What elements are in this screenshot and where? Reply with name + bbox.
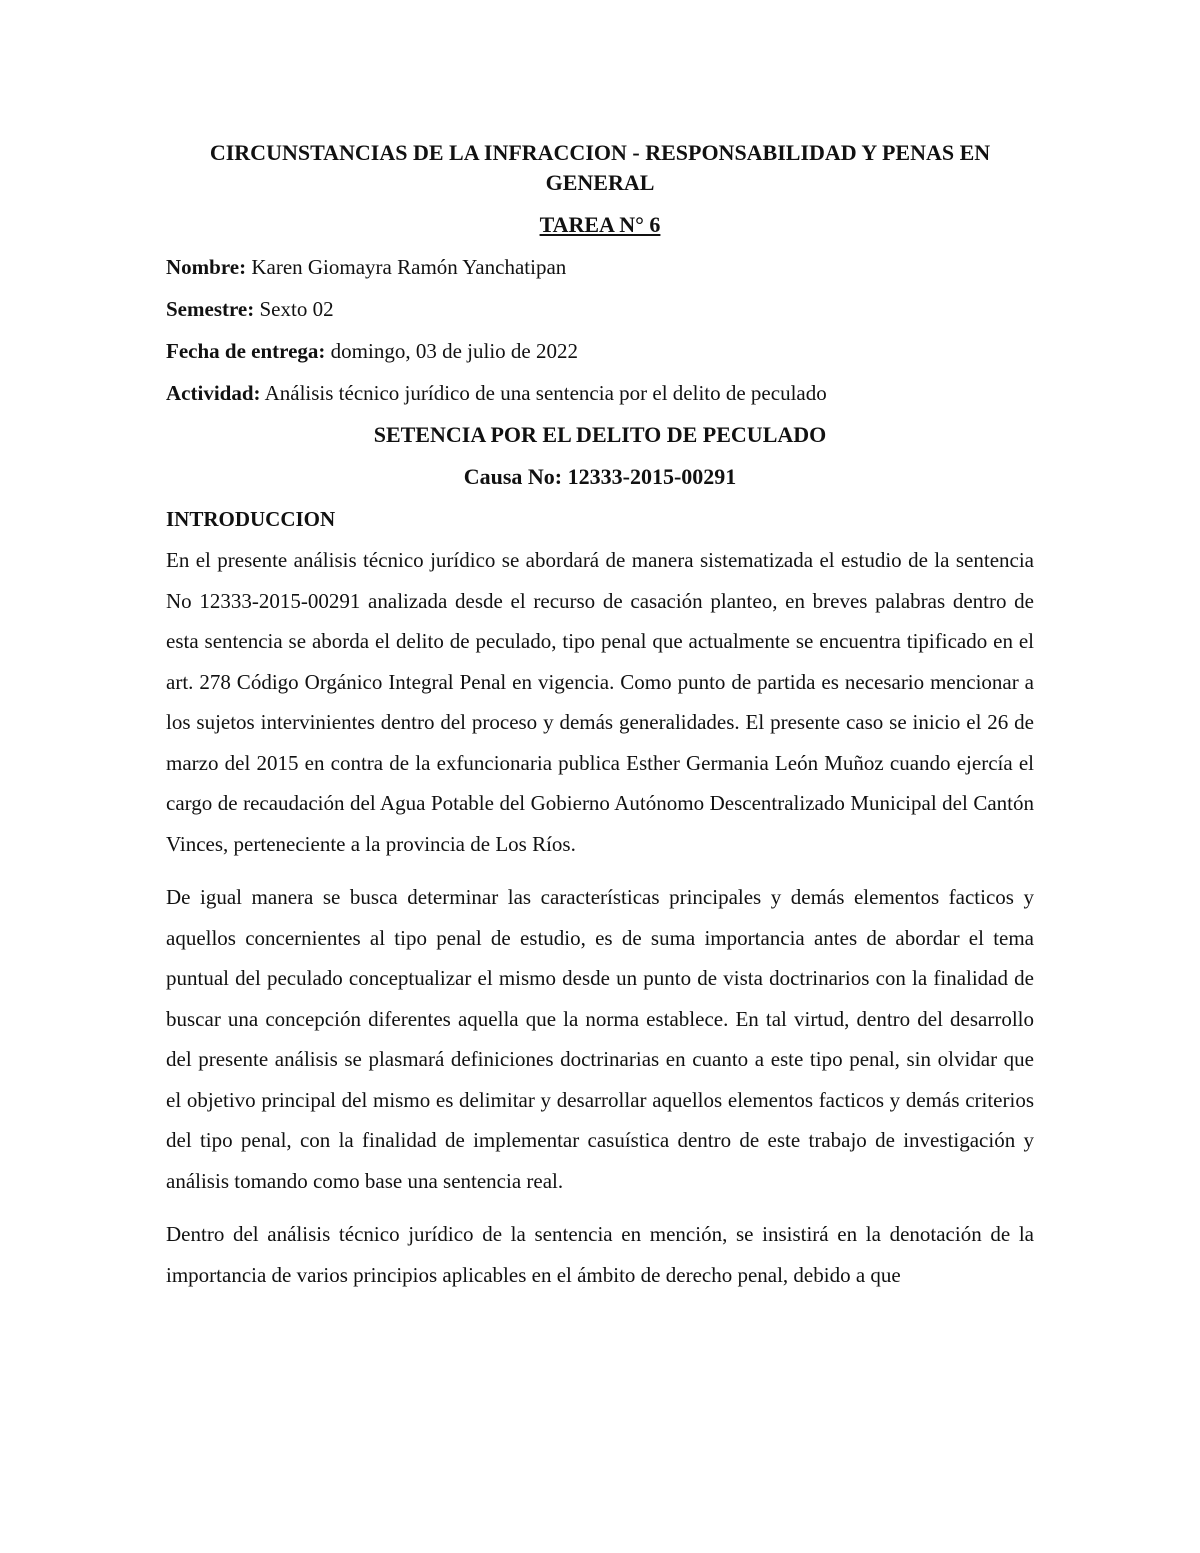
- field-actividad: [166, 378, 1034, 408]
- case-number: Causa No: 12333-2015-00291: [463, 464, 737, 489]
- field-value: Sexto 02: [259, 297, 334, 321]
- field-label: Semestre:: [166, 297, 255, 321]
- field-label: Fecha de entrega:: [166, 339, 326, 363]
- field-value: domingo, 03 de julio de 2022: [330, 339, 578, 363]
- document-title: CIRCUNSTANCIAS DE LA INFRACCION - RESPONSABILIDAD Y PENAS EN GENERAL: [209, 140, 991, 195]
- field-value: Análisis técnico jurídico de una sentencia por el delito de peculado: [264, 381, 827, 405]
- paragraph: En el presente análisis técnico jurídico se abordará de manera sistematizada el estudio de la sentencia No 12333-2015-00291 analizada desde el recurso de casación planteo, en breves palabras dentro de esta sentencia se aborda el delito de peculado, tipo penal que actualmente se encuentra tipificado en el art. 278 Código Orgánico Integral Penal en vigencia. Como punto de partida es necesario mencionar a los sujetos intervinientes dentro del proceso y demás generalidades. El presente caso se inicio el 26 de marzo del 2015 en contra de la exfuncionaria publica Esther Germania León Muñoz cuando ejercía el cargo de recaudación del Agua Potable del Gobierno Autónomo Descentralizado Municipal del Cantón Vinces, perteneciente a la provincia de Los Ríos.: [166, 548, 1034, 856]
- field-label: Actividad:: [166, 381, 261, 405]
- paragraph: De igual manera se busca determinar las características principales y demás elementos facticos y aquellos concernientes al tipo penal de estudio, es de suma importancia antes de abordar el tema puntual del peculado conceptualizar el mismo desde un punto de vista doctrinarios con la finalidad de buscar una concepción diferentes aquella que la norma establece. En tal virtud, dentro del desarrollo del presente análisis se plasmará definiciones doctrinarias en cuanto a este tipo penal, sin olvidar que el objetivo principal del mismo es delimitar y desarrollar aquellos elementos facticos y demás criterios del tipo penal, con la finalidad de implementar casuística dentro de este trabajo de investigación y análisis tomando como base una sentencia real.: [166, 885, 1034, 1193]
- field-nombre: [166, 252, 1034, 282]
- paragraph: Dentro del análisis técnico jurídico de la sentencia en mención, se insistirá en la denotación de la importancia de varios principios aplicables en el ámbito de derecho penal, debido a que: [166, 1222, 1034, 1287]
- field-semestre: [166, 294, 1034, 324]
- sentencia-title: SETENCIA POR EL DELITO DE PECULADO: [373, 422, 827, 447]
- task-number: TAREA N° 6: [539, 212, 661, 237]
- field-value: Karen Giomayra Ramón Yanchatipan: [251, 255, 567, 279]
- field-label: Nombre:: [166, 255, 247, 279]
- section-heading: INTRODUCCION: [166, 507, 336, 531]
- document-content: [166, 138, 1034, 1308]
- field-fecha-entrega: [166, 336, 1034, 366]
